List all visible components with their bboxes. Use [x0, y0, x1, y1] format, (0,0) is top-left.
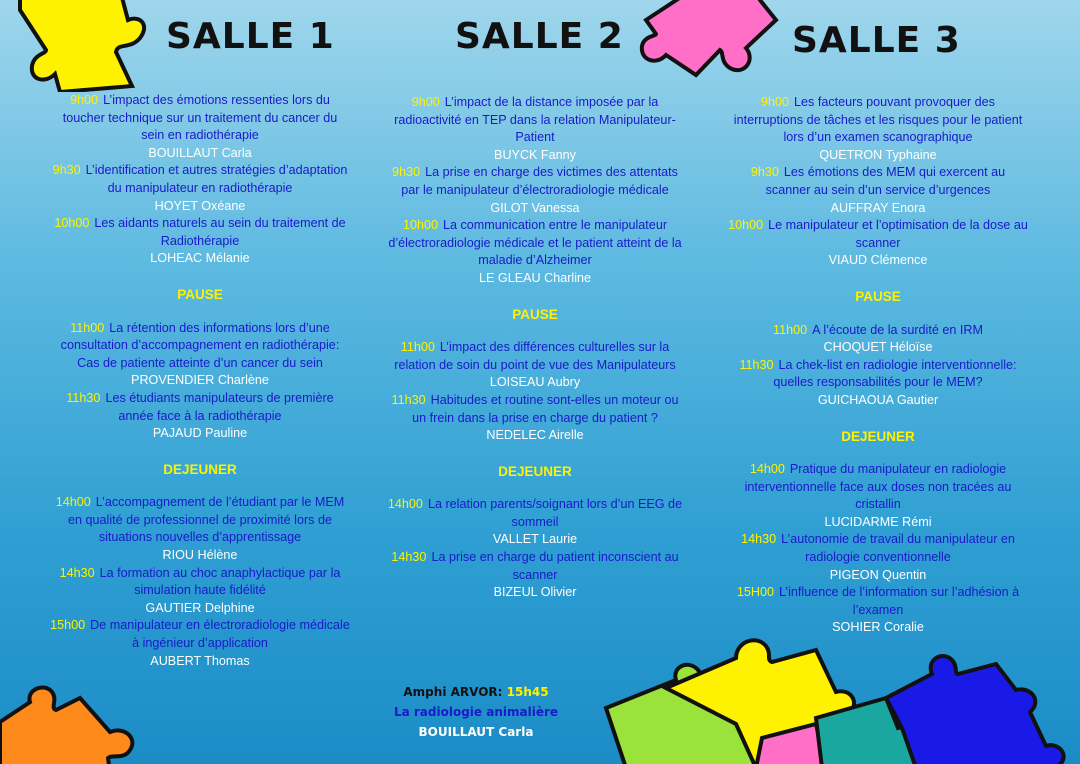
talk-title: Pratique du manipulateur en radiologie interventionnelle face aux doses non tracées au cristallin [744, 462, 1012, 512]
talk-time: 11h00 [70, 320, 105, 335]
amphi-label: Amphi ARVOR: [403, 685, 503, 699]
talk-title: L’accompagnement de l’étudiant par le MEM en qualité de professionnel de proximité lors de situations nouvelles d’apprentissage [68, 495, 345, 545]
talk-block [728, 217, 1028, 270]
dejeuner-heading: DEJEUNER [841, 428, 915, 444]
talk-speaker: VALLET Laurie [492, 532, 578, 547]
talk-block [385, 496, 685, 549]
talk-time: 9h30 [392, 165, 421, 180]
talk-speaker: HOYET Oxéane [154, 198, 246, 213]
talk-title: La prise en charge des victimes des attentats par le manipulateur d’électroradiologie médicale [401, 165, 678, 197]
talk-block [50, 92, 350, 162]
talk-time: 14h00 [749, 462, 785, 477]
talk-title: La formation au choc anaphylactique par la simulation haute fidélité [99, 565, 341, 598]
talk-block [385, 549, 685, 602]
yellow-puzzle-piece-top-left [0, 0, 150, 92]
pause-heading: PAUSE [177, 286, 223, 302]
talk-title: La prise en charge du patient inconscient au scanner [431, 550, 679, 582]
talk-title: L’impact de la distance imposée par la radioactivité en TEP dans la relation Manipulateur-Patient [394, 95, 676, 145]
talk-block [385, 339, 685, 392]
salle-2-title: SALLE 2 [455, 16, 624, 57]
talk-time: 9h00 [411, 95, 440, 109]
talk-title: L’impact des différences culturelles sur la relation de soin du point de vue des Manipulateurs [394, 340, 676, 372]
talk-title: Les étudiants manipulateurs de première année face à la radiothérapie [105, 390, 334, 423]
talk-speaker: GAUTIER Delphine [145, 600, 255, 615]
talk-time: 10h00 [402, 218, 438, 233]
talk-time: 15h00 [50, 618, 86, 633]
talk-time: 10h00 [728, 218, 764, 233]
amphi-speaker: BOUILLAUT Carla [418, 725, 534, 739]
talk-speaker: LUCIDARME Rémi [824, 514, 932, 529]
talk-speaker: CHOQUET Héloïse [823, 340, 933, 355]
talk-title: De manipulateur en électroradiologie médicale à ingénieur d’application [90, 618, 350, 651]
pink-puzzle-piece-top [636, 0, 786, 90]
salle-3-program [728, 94, 1028, 637]
amphi-title: La radiologie animalière [393, 705, 559, 719]
talk-speaker: QUETRON Typhaine [819, 147, 937, 162]
talk-time: 11h30 [391, 392, 426, 407]
talk-title: L’impact des émotions ressenties lors du toucher technique sur un traitement du cancer du sein en radiothérapie [62, 93, 338, 143]
talk-title: Le manipulateur et l’optimisation de la dose au scanner [768, 218, 1028, 250]
talk-block [50, 617, 350, 670]
talk-speaker: NEDELEC Airelle [486, 428, 584, 443]
talk-title: La rétention des informations lors d’une consultation d’accompagnement en radiothérapie: Cas de patiente atteinte d’un cancer du sein [60, 320, 340, 370]
talk-title: La chek-list en radiologie interventionnelle: quelles responsabilités pour le MEM? [773, 357, 1017, 390]
talk-title: La relation parents/soignant lors d’un EEG de sommeil [427, 497, 683, 529]
pause-heading: PAUSE [855, 288, 901, 304]
talk-time: 14h30 [59, 565, 95, 580]
talk-time: 10h00 [54, 216, 90, 231]
talk-time: 14h30 [741, 532, 777, 547]
puzzle-cluster-bottom-right [586, 628, 1080, 764]
talk-speaker: RIOU Hélène [162, 548, 238, 563]
talk-speaker: VIAUD Clémence [828, 253, 928, 268]
talk-block [728, 461, 1028, 531]
talk-speaker: PIGEON Quentin [829, 567, 927, 582]
talk-time: 9h00 [761, 95, 790, 109]
talk-speaker: GUICHAOUA Gautier [817, 392, 939, 407]
talk-speaker: GILOT Vanessa [490, 200, 580, 215]
talk-speaker: LOHEAC Mélanie [150, 251, 250, 266]
talk-title: L’influence de l’information sur l’adhésion à l’examen [778, 585, 1020, 617]
talk-speaker: LE GLEAU Charline [479, 270, 591, 285]
talk-time: 14h30 [391, 550, 427, 565]
talk-block [728, 94, 1028, 164]
amphi-time: 15h45 [506, 685, 549, 699]
talk-speaker: PROVENDIER Charlène [131, 373, 269, 388]
amphi-session [376, 682, 576, 742]
talk-block [50, 565, 350, 618]
talk-time: 11h00 [400, 340, 435, 355]
talk-title: A l’écoute de la surdité en IRM [812, 322, 983, 337]
talk-time: 11h30 [66, 390, 101, 405]
salle-3-title: SALLE 3 [792, 20, 961, 61]
talk-title: Les aidants naturels au sein du traitement de Radiothérapie [94, 216, 346, 248]
orange-puzzle-piece-bottom-left [0, 682, 140, 764]
talk-speaker: BIZEUL Olivier [493, 585, 577, 600]
talk-time: 11h30 [739, 357, 774, 372]
talk-block [728, 322, 1028, 357]
talk-speaker: SOHIER Coralie [832, 620, 924, 635]
talk-block [50, 215, 350, 268]
talk-time: 14h00 [387, 497, 423, 512]
talk-speaker: AUFFRAY Enora [830, 200, 926, 215]
dejeuner-heading: DEJEUNER [163, 461, 237, 477]
talk-block [728, 164, 1028, 217]
talk-block [728, 357, 1028, 410]
talk-time: 9h00 [70, 93, 99, 107]
salle-1-title: SALLE 1 [166, 16, 335, 57]
dejeuner-heading: DEJEUNER [498, 463, 572, 479]
salle-2-program [385, 94, 685, 602]
talk-speaker: BUYCK Fanny [494, 147, 576, 162]
talk-speaker: BOUILLAUT Carla [148, 145, 252, 160]
talk-block [728, 531, 1028, 584]
talk-time: 14h00 [55, 495, 91, 510]
talk-title: Les émotions des MEM qui exercent au scanner au sein d’un service d’urgences [765, 165, 1006, 197]
talk-title: L’autonomie de travail du manipulateur en radiologie conventionnelle [781, 532, 1015, 565]
talk-block [50, 494, 350, 564]
talk-time: 15H00 [736, 585, 774, 600]
talk-title: La communication entre le manipulateur d’électroradiologie médicale et le patient atteint de la maladie d’Alzheimer [388, 218, 682, 268]
talk-block [385, 164, 685, 217]
talk-block [50, 162, 350, 215]
pause-heading: PAUSE [512, 306, 558, 322]
talk-time: 9h30 [52, 163, 81, 178]
talk-block [385, 392, 685, 445]
talk-speaker: AUBERT Thomas [150, 653, 250, 668]
talk-title: Les facteurs pouvant provoquer des interruptions de tâches et les risques pour le patient lors d’un examen scanographique [733, 95, 1023, 145]
talk-title: L’identification et autres stratégies d’adaptation du manipulateur en radiothérapie [85, 163, 348, 195]
talk-block [50, 390, 350, 443]
talk-block [728, 584, 1028, 637]
talk-block [50, 320, 350, 390]
talk-block [385, 94, 685, 164]
talk-title: Habitudes et routine sont-elles un moteur ou un frein dans la prise en charge du patient ? [412, 392, 679, 425]
talk-speaker: PAJAUD Pauline [152, 426, 248, 441]
talk-time: 9h30 [750, 165, 779, 180]
talk-block [385, 217, 685, 287]
talk-time: 11h00 [773, 322, 808, 337]
salle-1-program [50, 92, 350, 670]
talk-speaker: LOISEAU Aubry [489, 375, 581, 390]
